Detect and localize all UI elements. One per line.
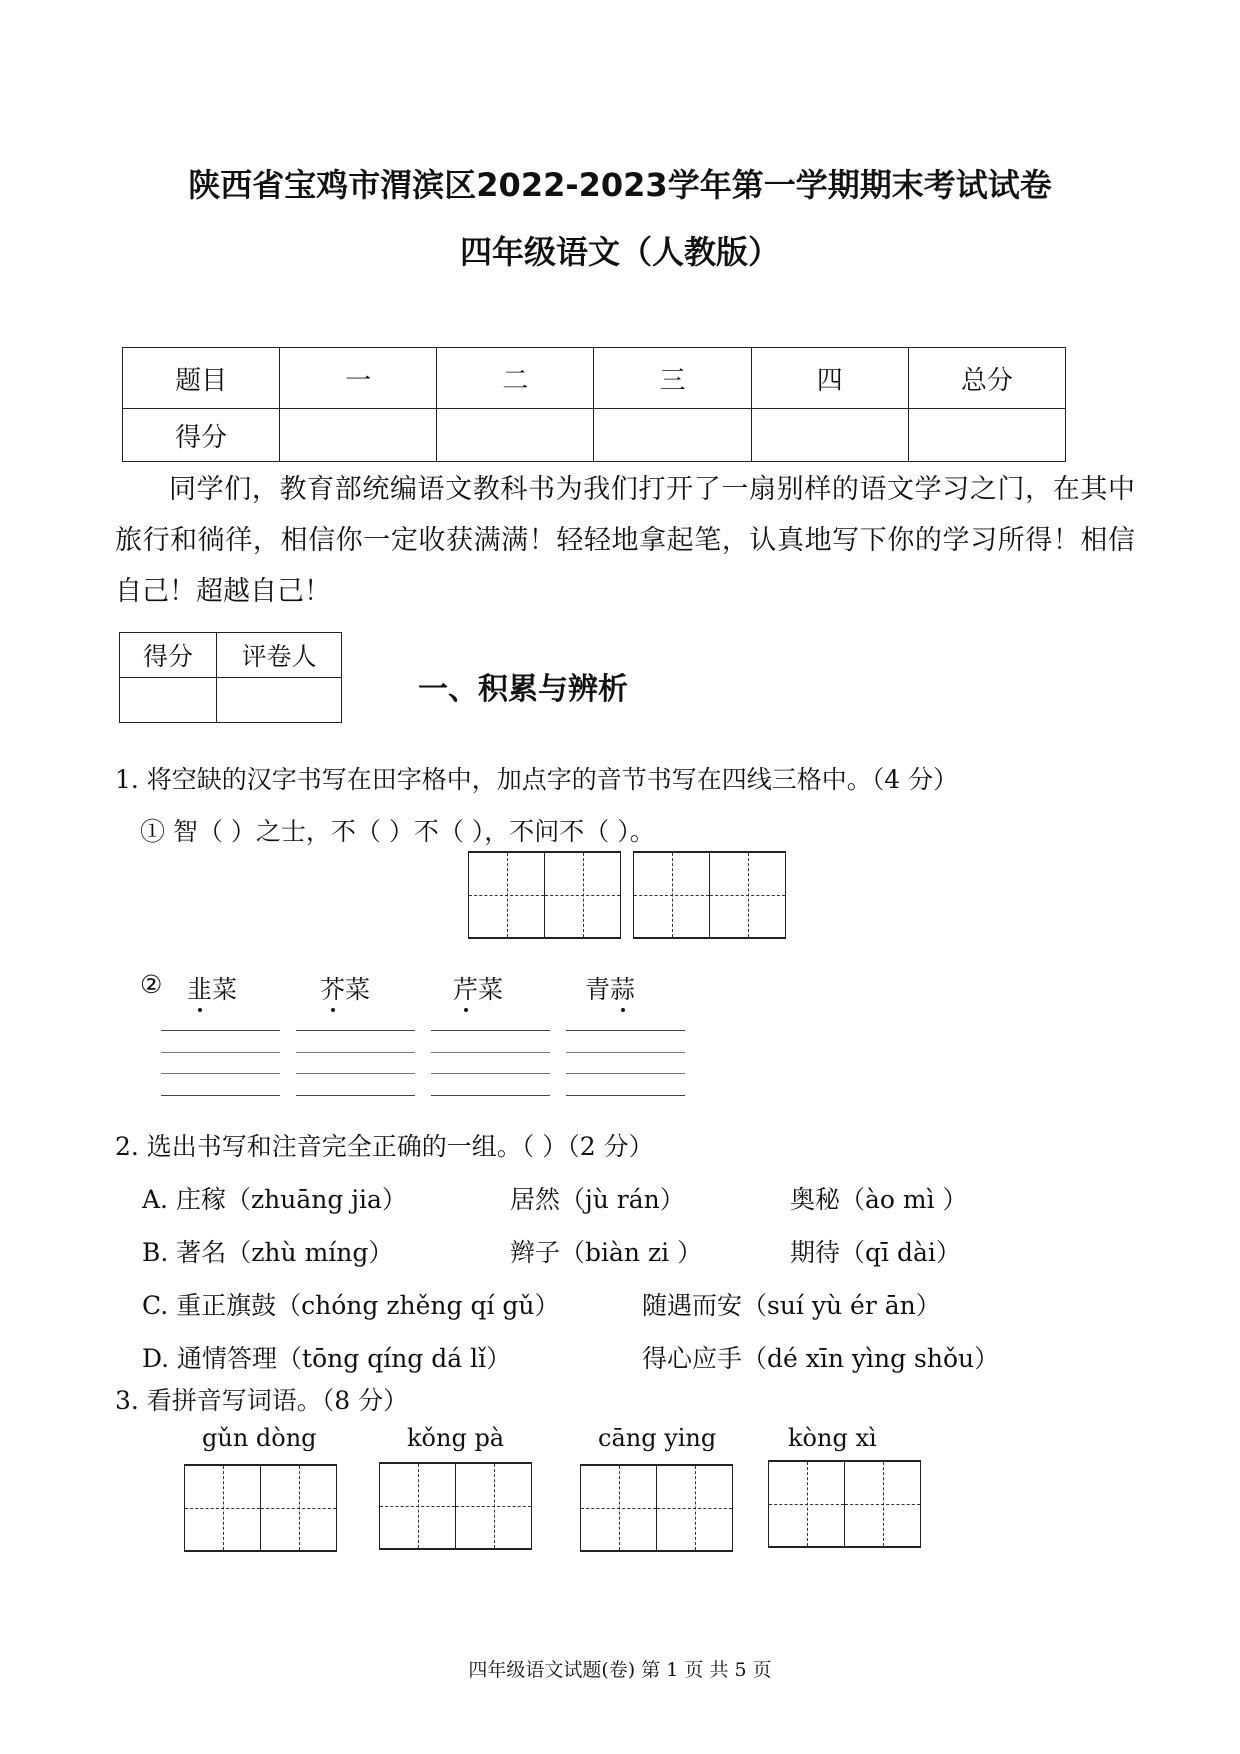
score-cell	[908, 409, 1065, 462]
pinyin-label: gǔn dòng	[202, 1424, 317, 1452]
four-line-box	[431, 1030, 550, 1096]
q2-option-d: 得心应手（dé xīn yìng shǒu）	[642, 1344, 1000, 1373]
score-cell	[594, 409, 751, 462]
exam-subtitle: 四年级语文（人教版）	[459, 233, 780, 271]
tianzige-box	[633, 851, 786, 939]
score-table	[122, 347, 1066, 462]
q1-part1: ① 智（ ）之士，不（ ）不（ ），不问不（ ）。	[140, 817, 655, 846]
four-line-box	[161, 1030, 280, 1096]
grader-name-cell	[217, 678, 342, 723]
score-cell	[280, 409, 437, 462]
grader-name-label: 评卷人	[217, 633, 342, 678]
q2-option-b: 辫子（biàn zi ）	[510, 1238, 703, 1267]
tianzige-box	[468, 851, 621, 939]
q3-stem: 3. 看拼音写词语。（8 分）	[115, 1386, 409, 1415]
word-item: 芥菜	[320, 975, 371, 1004]
q2-option-c: C. 重正旗鼓（chóng zhěng qí gǔ）	[142, 1291, 560, 1320]
q1-stem: 1. 将空缺的汉字书写在田字格中，加点字的音节书写在四线三格中。（4 分）	[115, 765, 959, 794]
page-footer: 四年级语文试题(卷) 第 1 页 共 5 页	[468, 1659, 772, 1681]
score-header: 三	[594, 348, 751, 409]
tianzige-box	[768, 1460, 921, 1548]
grader-score-cell	[120, 678, 217, 723]
tianzige-box	[184, 1464, 337, 1552]
tianzige-box	[379, 1462, 532, 1550]
word-item: 青蒜	[585, 975, 636, 1004]
q2-option-d: D. 通情答理（tōng qíng dá lǐ）	[142, 1344, 512, 1373]
word-item: 芹菜	[453, 975, 504, 1004]
score-cell	[751, 409, 908, 462]
score-header: 一	[280, 348, 437, 409]
grader-table	[119, 632, 342, 723]
intro-paragraph: 同学们，教育部统编语文教科书为我们打开了一扇别样的语文学习之门，在其中旅行和徜徉，相信你一定收获满满！轻轻地拿起笔，认真地写下你的学习所得！相信自己！超越自己！	[115, 474, 1135, 607]
score-header: 题目	[123, 348, 280, 409]
section-title: 一、积累与辨析	[418, 672, 628, 707]
q2-option-a: A. 庄稼（zhuāng jia）	[142, 1185, 407, 1214]
pinyin-label: kòng xì	[788, 1424, 877, 1452]
pinyin-label: kǒng pà	[407, 1424, 505, 1452]
pinyin-label: cāng ying	[598, 1424, 717, 1452]
q2-option-b: B. 著名（zhù míng）	[142, 1238, 394, 1267]
word-item: 韭菜	[187, 975, 238, 1004]
q2-option-c: 随遇而安（suí yù ér ān）	[642, 1291, 941, 1320]
score-cell	[437, 409, 594, 462]
score-header: 二	[437, 348, 594, 409]
four-line-box	[296, 1030, 415, 1096]
score-header: 四	[751, 348, 908, 409]
q2-option-a: 奥秘（ào mì ）	[790, 1185, 968, 1214]
score-row-label: 得分	[123, 409, 280, 462]
q2-option-a: 居然（jù rán）	[510, 1185, 685, 1214]
score-header: 总分	[908, 348, 1065, 409]
grader-score-label: 得分	[120, 633, 217, 678]
four-line-box	[566, 1030, 685, 1096]
tianzige-box	[580, 1464, 733, 1552]
exam-title: 陕西省宝鸡市渭滨区2022-2023学年第一学期期末考试试卷	[188, 166, 1052, 204]
q1-part2-label: ②	[140, 970, 163, 999]
q2-stem: 2. 选出书写和注音完全正确的一组。（ ）（2 分）	[115, 1132, 654, 1161]
q2-option-b: 期待（qī dài）	[790, 1238, 961, 1267]
